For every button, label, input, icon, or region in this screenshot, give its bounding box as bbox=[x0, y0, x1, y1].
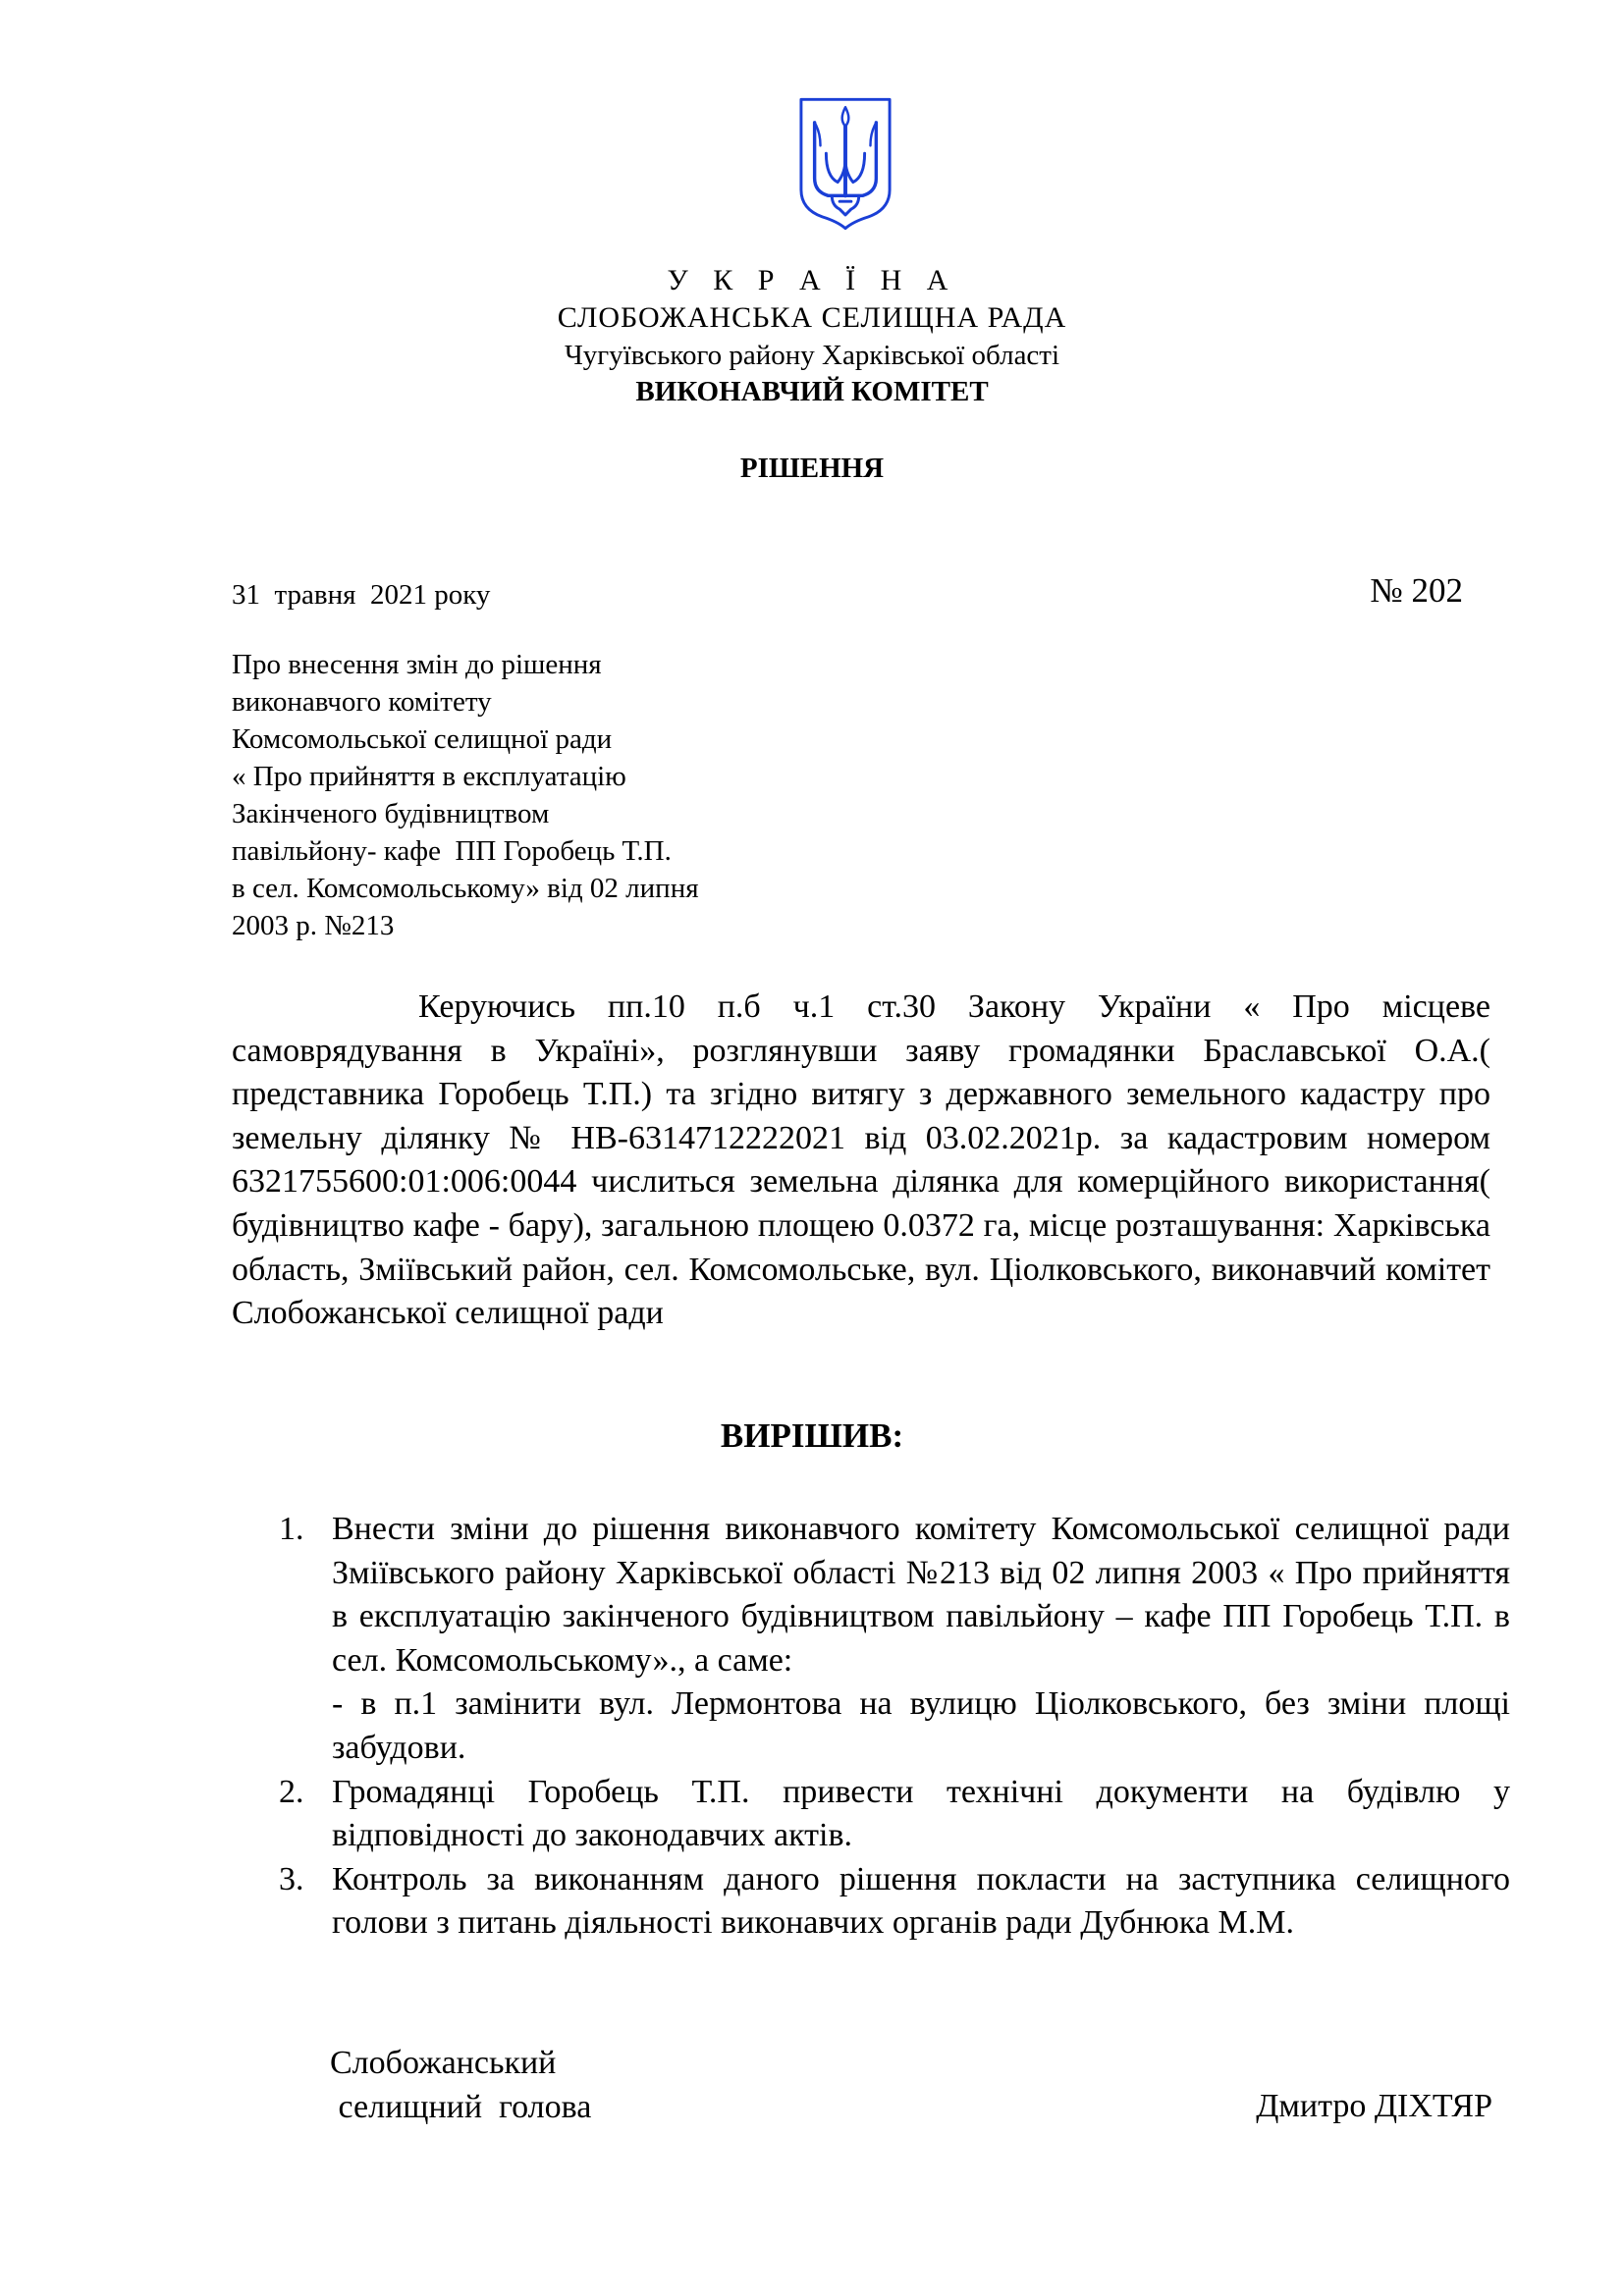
signature-title-line: Слобожанський bbox=[330, 2045, 557, 2081]
item-number: 3. bbox=[279, 1860, 304, 1897]
signature-title-line: селищний голова bbox=[330, 2088, 592, 2125]
subject-line: Комсомольської селищної ради bbox=[232, 723, 613, 755]
item-text: Внести зміни до рішення виконавчого комітету Комсомольської селищної ради Зміївського району Харківської області №213 від 02 липня 2003 « Про прийняття в експлуатацію закінченого будівництвом павільйону – кафе ПП Горобець Т.П. в сел. Комсомольському»., а саме: bbox=[332, 1511, 1510, 1679]
decision-items-list bbox=[279, 1508, 1510, 1946]
country-heading: У К Р А Ї Н А bbox=[667, 264, 957, 296]
signature-title bbox=[330, 2042, 591, 2129]
signature-name: Дмитро ДІХТЯР bbox=[1256, 2088, 1492, 2124]
item-text: Контроль за виконанням даного рішення покласти на заступника селищного голови з питань діяльності виконавчих органів ради Дубнюка М.М. bbox=[332, 1860, 1510, 1942]
region-heading: Чугуївського району Харківської області bbox=[564, 340, 1060, 371]
subject-line: Закінченого будівництвом bbox=[232, 798, 550, 829]
decision-date: 31 травня 2021 року bbox=[232, 579, 491, 611]
preamble-paragraph: Керуючись пп.10 п.б ч.1 ст.30 Закону України « Про місцеве самоврядування в Україні», розглянувши заяву громадянки Браславської О.А.( представника Горобець Т.П.) та згідно витягу з державного земельного кадастру про земельну ділянку № НВ-6314712222021 від 03.02.2021р. за кадастровим номером 6321755600:01:006:0044 числиться земельна ділянка для комерційного використання( будівництво кафе - бару), загальною площею 0.0372 га, місце розташування: Харківська область, Зміївський район, сел. Комсомольське, вул. Ціолковського, виконавчий комітет Слобожанської селищної ради bbox=[232, 988, 1490, 1332]
item-number: 2. bbox=[279, 1773, 304, 1810]
item-text: Громадянці Горобець Т.П. привести технічні документи на будівлю у відповідності до законодавчих актів. bbox=[332, 1773, 1510, 1854]
subject-line: 2003 р. №213 bbox=[232, 910, 395, 941]
subject-line: павільйону- кафе ПП Горобець Т.П. bbox=[232, 835, 672, 867]
decision-subject bbox=[232, 646, 860, 944]
subject-line: Про внесення змін до рішення bbox=[232, 649, 602, 680]
decision-item bbox=[279, 1858, 1510, 1946]
item-number: 1. bbox=[279, 1511, 304, 1547]
decision-item bbox=[279, 1508, 1510, 1771]
subject-line: в сел. Комсомольському» від 02 липня bbox=[232, 873, 699, 904]
subject-line: виконавчого комітету bbox=[232, 686, 492, 718]
resolved-heading: ВИРІШИВ: bbox=[720, 1416, 904, 1455]
decision-item bbox=[279, 1771, 1510, 1858]
committee-heading: ВИКОНАВЧИЙ КОМІТЕТ bbox=[635, 376, 989, 407]
decision-number: № 202 bbox=[1370, 571, 1463, 610]
decision-title: РІШЕННЯ bbox=[739, 453, 885, 484]
subject-line: « Про прийняття в експлуатацію bbox=[232, 761, 626, 792]
council-heading: СЛОБОЖАНСЬКА СЕЛИЩНА РАДА bbox=[557, 301, 1067, 334]
trident-emblem-icon bbox=[797, 94, 893, 232]
item-subtext: - в п.1 замінити вул. Лермонтова на вулицю Ціолковського, без зміни площі забудови. bbox=[332, 1685, 1510, 1766]
